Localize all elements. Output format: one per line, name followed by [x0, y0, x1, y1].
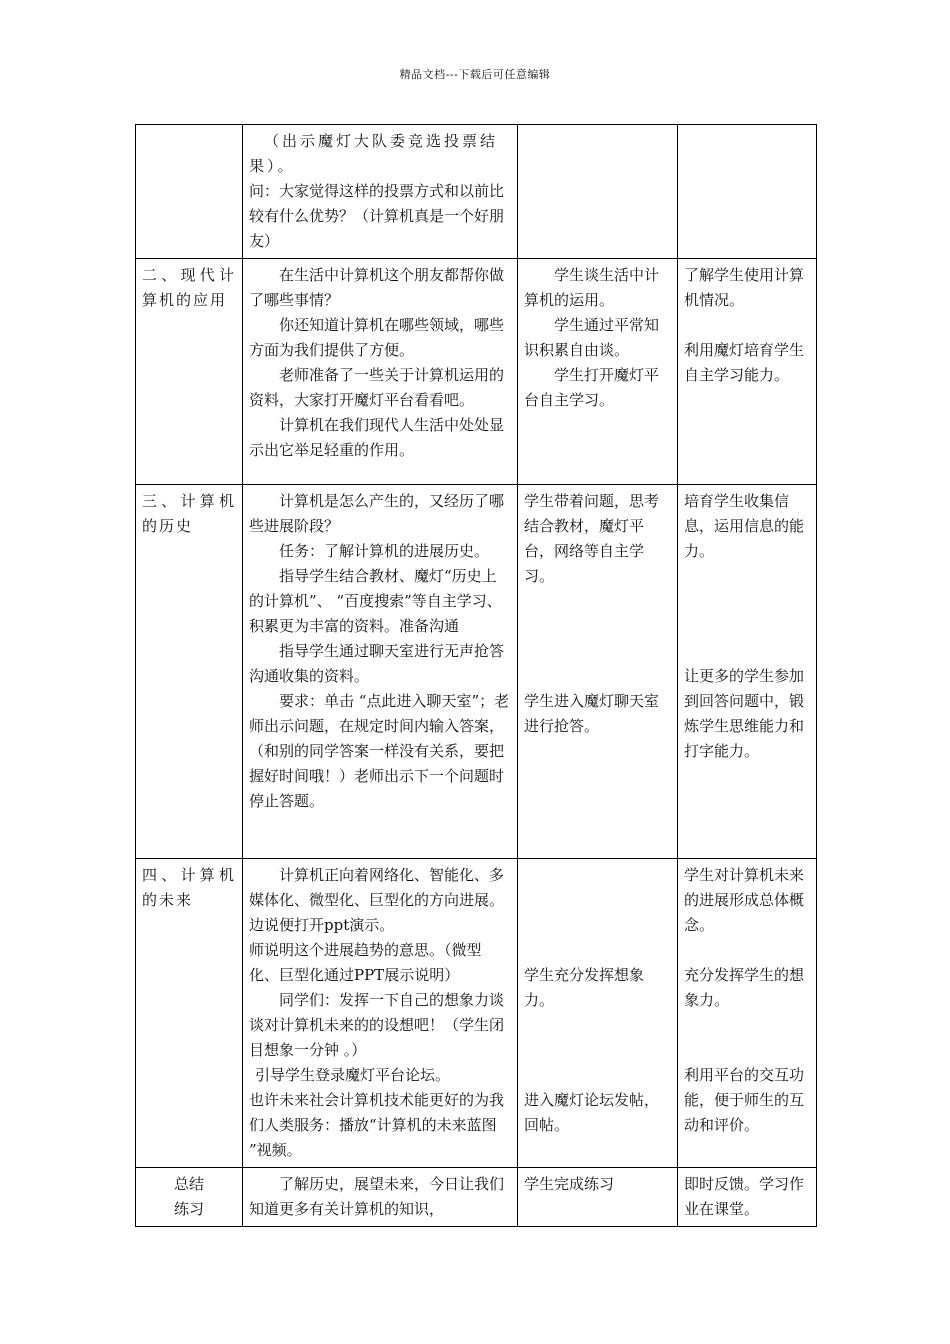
table-row: [136, 485, 817, 859]
activity-cell: [243, 859, 518, 1168]
student-text: 学生带着问题，思考结合教材，魔灯平台，网络等自主学习。: [524, 492, 660, 585]
intent-cell: [678, 259, 817, 485]
activity-text: 指导学生结合教材、魔灯“历史上的计算机”、 “百度搜索”等自主学习、积累更为丰富的资料。准备沟通: [249, 567, 502, 635]
activity-text: 计算机是怎么产生的，又经历了哪些进展阶段？: [249, 492, 505, 535]
table-row: [136, 1168, 817, 1227]
student-text: 学生谈生活中计算机的运用。: [524, 266, 660, 309]
intent-text: 即时反馈。学习作业在课堂。: [684, 1175, 805, 1218]
activity-text: 在生活中计算机这个朋友都帮你做了哪些事情？: [249, 266, 505, 309]
intent-cell: [678, 859, 817, 1168]
activity-cell: [243, 259, 518, 485]
activity-text: 也许未来社会计算机技术能更好的为我们人类服务：播放“计算机的未来蓝图 ”视频。: [249, 1091, 505, 1159]
intent-text: 充分发挥学生的想象力。: [684, 966, 805, 1009]
intent-text: 学生对计算机未来的进展形成总体概念。: [684, 866, 805, 934]
activity-text: 老师准备了一些关于计算机运用的资料，大家打开魔灯平台看看吧。: [249, 366, 505, 409]
student-cell: [518, 1168, 678, 1227]
intent-cell: [678, 1168, 817, 1227]
activity-text: 了解历史，展望未来，今日让我们知道更多有关计算机的知识，: [249, 1175, 505, 1218]
activity-cell: [243, 1168, 518, 1227]
activity-text: 计算机正向着网络化、智能化、多媒体化、微型化、巨型化的方向进展。边说便打开ppt演示。: [249, 866, 505, 934]
intent-text: 利用魔灯培育学生自主学习能力。: [684, 341, 805, 384]
student-text: 进入魔灯论坛发帖，回帖。: [524, 1091, 660, 1134]
intent-text: 了解学生使用计算机情况。: [684, 266, 805, 309]
activity-text: 你还知道计算机在哪些领域，哪些方面为我们提供了方便。: [249, 316, 505, 359]
activity-text: 指导学生通过聊天室进行无声抢答沟通收集的资料。: [249, 642, 505, 685]
section-text: 总结: [173, 1175, 204, 1193]
section-cell: 三、计算机的历史: [136, 485, 243, 859]
table-row: [136, 859, 817, 1168]
intent-text: 利用平台的交互功能，便于师生的互动和评价。: [684, 1066, 805, 1134]
student-cell: [518, 859, 678, 1168]
section-cell: 四、计算机的未来: [136, 859, 243, 1168]
activity-text: 引导学生登录魔灯平台论坛。: [255, 1066, 451, 1084]
activity-cell: [243, 125, 518, 259]
student-text: 学生充分发挥想象力。: [524, 966, 645, 1009]
table-row: [136, 259, 817, 485]
table-row: [136, 125, 817, 259]
activity-cell: [243, 485, 518, 859]
student-cell: [518, 125, 678, 259]
student-text: 学生进入魔灯聊天室进行抢答。: [524, 692, 660, 735]
student-text: 学生完成练习: [524, 1175, 615, 1193]
page-header: 精品文档---下载后可任意编辑: [399, 68, 551, 81]
intent-text: 让更多的学生参加到回答问题中，锻炼学生思维能力和打字能力。: [684, 667, 805, 760]
student-cell: [518, 485, 678, 859]
activity-text: 同学们：发挥一下自己的想象力谈谈对计算机未来的的设想吧！（学生闭目想象一分钟 。）: [249, 991, 505, 1059]
lesson-plan-table: [135, 124, 817, 1227]
activity-text: （出示魔灯大队委竞选投票结果）。: [249, 132, 499, 175]
section-cell: [136, 1168, 243, 1227]
activity-text: 任务：了解计算机的进展历史。: [279, 542, 490, 560]
intent-cell: [678, 485, 817, 859]
intent-cell: [678, 125, 817, 259]
activity-text: 计算机在我们现代人生活中处处显示出它举足轻重的作用。: [249, 416, 505, 459]
section-text: 练习: [173, 1200, 204, 1218]
student-text: 学生打开魔灯平台自主学习。: [524, 366, 660, 409]
student-text: 学生通过平常知识积累自由谈。: [524, 316, 660, 359]
intent-text: 培育学生收集信息，运用信息的能力。: [684, 492, 805, 560]
activity-text: 要求：单击 “点此进入聊天室”；老师出示问题，在规定时间内输入答案，（和别的同学答案一样没有关系，要把握好时间哦！）老师出示下一个问题时停止答题。: [249, 692, 510, 810]
activity-text: 师说明这个进展趋势的意思。（微型化、巨型化通过PPT展示说明）: [249, 941, 482, 984]
activity-text: 问：大家觉得这样的投票方式和以前比较有什么优势？（计算机真是一个好朋友）: [249, 182, 505, 250]
student-cell: [518, 259, 678, 485]
section-cell: [136, 125, 243, 259]
section-cell: 二、现代计算机的应用: [136, 259, 243, 485]
